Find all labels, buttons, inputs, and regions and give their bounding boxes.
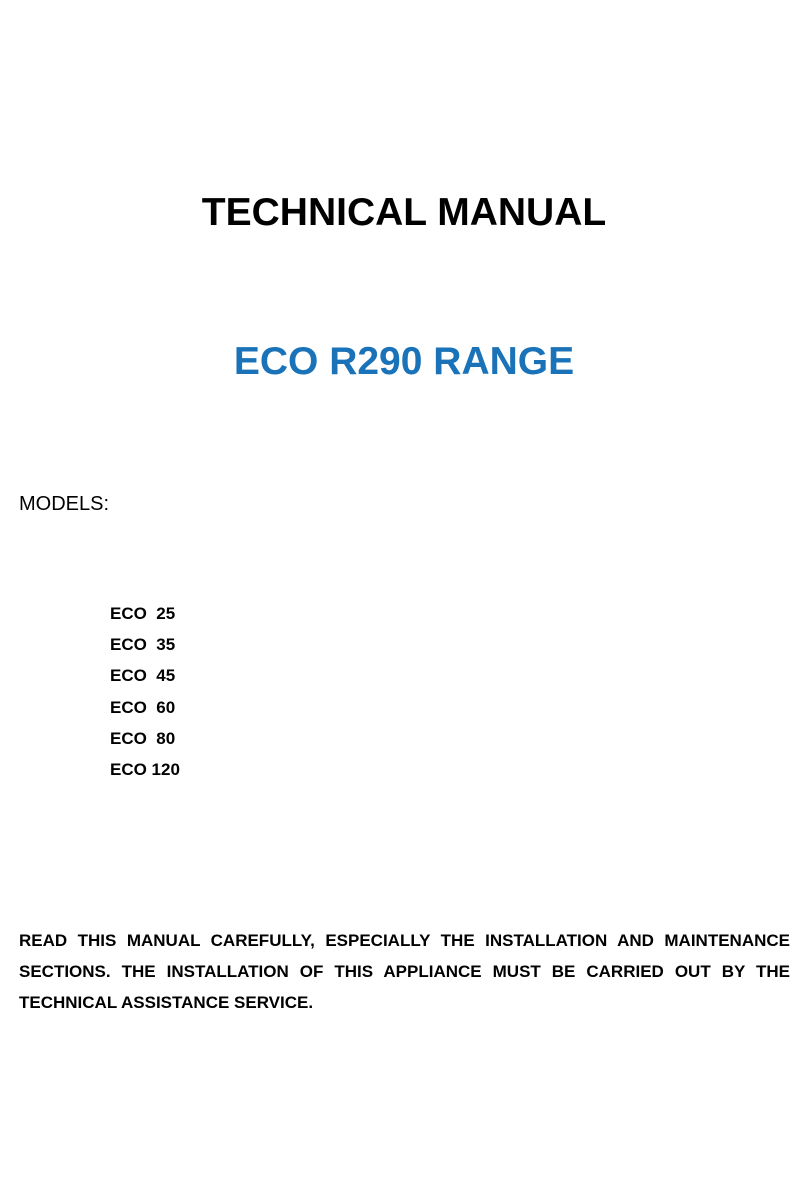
model-item: ECO 45 bbox=[110, 666, 176, 686]
model-item: ECO 80 bbox=[110, 728, 176, 748]
installation-notice: READ THIS MANUAL CAREFULLY, ESPECIALLY THE INSTALLATION AND MAINTENANCE SECTIONS. THE INSTALLATION OF THIS APPLIANCE MUST BE CARRIED OUT BY THE TECHNICAL ASSISTANCE SERVICE. bbox=[19, 931, 790, 1012]
product-range-title: ECO R290 RANGE bbox=[233, 340, 575, 383]
model-item: ECO 120 bbox=[110, 760, 180, 780]
document-title: TECHNICAL MANUAL bbox=[201, 191, 607, 234]
models-label: MODELS: bbox=[19, 493, 110, 515]
model-item: ECO 60 bbox=[110, 697, 176, 717]
models-list bbox=[110, 598, 180, 785]
model-item: ECO 25 bbox=[110, 604, 176, 623]
model-item: ECO 35 bbox=[110, 635, 176, 655]
